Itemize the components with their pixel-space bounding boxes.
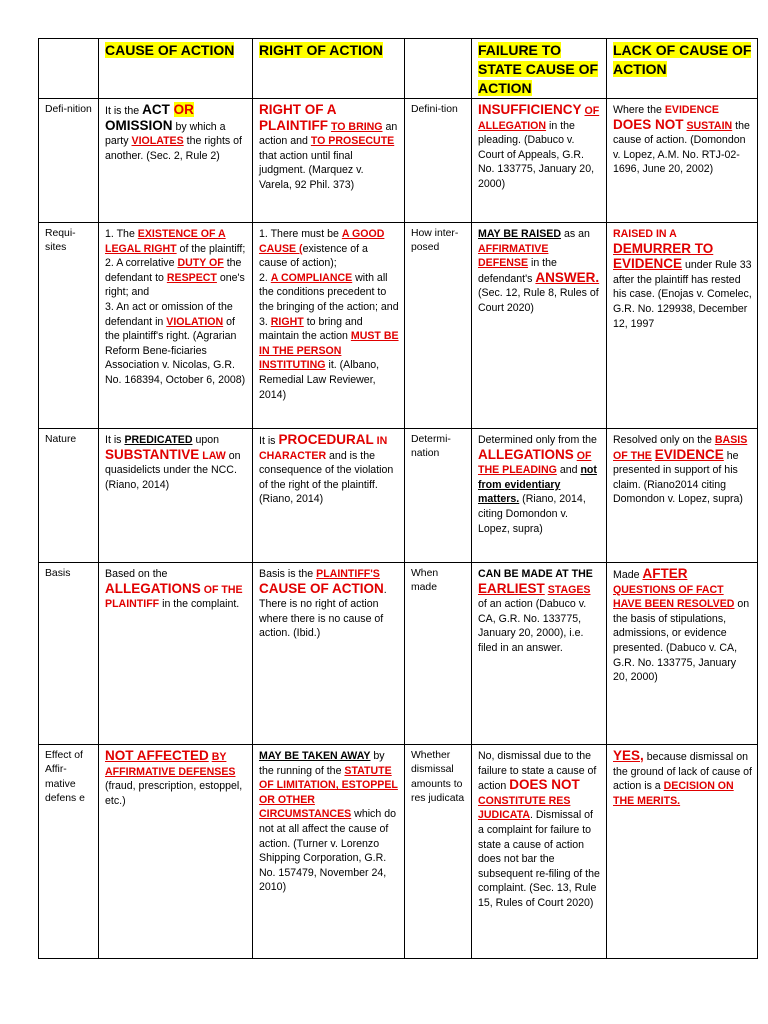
label-definition-right: Defini-tion	[405, 99, 472, 223]
cell-basis-failure: CAN BE MADE AT THE EARLIEST STAGES of an action (Dabuco v. CA, G.R. No. 133775, January 20, 2000), i.e. filed in an answer.	[472, 563, 607, 745]
row-nature	[39, 429, 758, 563]
cell-requisites-cause: 1. The EXISTENCE OF A LEGAL RIGHT of the plaintiff; 2. A correlative DUTY OF the defendant to RESPECT one's right; and 3. An act or omission of the defendant in VIOLATION of the plaintiff's right. (Agrarian Reform Bene-ficiaries Association v. Nicolas, G.R. No. 168394, October 6, 2008)	[99, 223, 253, 429]
corner-cell	[39, 39, 99, 99]
cell-nature-cause: It is PREDICATED upon SUBSTANTIVE LAW on quasidelicts under the NCC. (Riano, 2014)	[99, 429, 253, 563]
row-definition	[39, 99, 758, 223]
cell-nature-right: It is PROCEDURAL IN CHARACTER and is the consequence of the violation of the right of the plaintiff. (Riano, 2014)	[253, 429, 405, 563]
header-right-of-action: RIGHT OF ACTION	[253, 39, 405, 99]
row-basis	[39, 563, 758, 745]
header-row	[39, 39, 758, 99]
cell-basis-lack: Made AFTER QUESTIONS OF FACT HAVE BEEN RESOLVED on the basis of stipulations, admissions, or evidence presented. (Dabuco v. CA, G.R. No. 133775, January 20, 2000)	[607, 563, 758, 745]
label-res-judicata: Whether dismissal amounts to res judicata	[405, 745, 472, 959]
cell-basis-cause: Based on the ALLEGATIONS OF THE PLAINTIFF in the complaint.	[99, 563, 253, 745]
cell-basis-right: Basis is the PLAINTIFF'S CAUSE OF ACTION. There is no right of action where there is no cause of action. (Ibid.)	[253, 563, 405, 745]
cell-nature-lack: Resolved only on the BASIS OF THE EVIDENCE he presented in support of his claim. (Riano2014 citing Domondon v. Lopez, supra)	[607, 429, 758, 563]
label-effect: Effect of Affir-mative defens e	[39, 745, 99, 959]
label-when-made: When made	[405, 563, 472, 745]
comparison-table	[38, 38, 758, 959]
label-determination: Determi-nation	[405, 429, 472, 563]
label-basis: Basis	[39, 563, 99, 745]
cell-definition-lack: Where the EVIDENCE DOES NOT SUSTAIN the cause of action. (Domondon v. Lopez, A.M. No. RTJ-02-1696, June 20, 2002)	[607, 99, 758, 223]
cell-requisites-failure: MAY BE RAISED as an AFFIRMATIVE DEFENSE in the defendant's ANSWER. (Sec. 12, Rule 8, Rules of Court 2020)	[472, 223, 607, 429]
cell-definition-right: RIGHT OF A PLAINTIFF TO BRING an action and TO PROSECUTE that action until final judgment. (Marquez v. Varela, 92 Phil. 373)	[253, 99, 405, 223]
row-requisites	[39, 223, 758, 429]
blank-header-cell	[405, 39, 472, 99]
header-lack-of-cause: LACK OF CAUSE OF ACTION	[607, 39, 758, 99]
cell-requisites-right: 1. There must be A GOOD CAUSE (existence of a cause of action); 2. A COMPLIANCE with all the conditions precedent to the bringing of the action; and 3. RIGHT to bring and maintain the action MUST BE IN THE PERSON INSTITUTING it. (Albano, Remedial Law Reviewer, 2014)	[253, 223, 405, 429]
cell-definition-cause: It is the ACT OR OMISSION by which a party VIOLATES the rights of another. (Sec. 2, Rule 2)	[99, 99, 253, 223]
cell-effect-cause: NOT AFFECTED BY AFFIRMATIVE DEFENSES (fraud, prescription, estoppel, etc.)	[99, 745, 253, 959]
header-failure-to-state: FAILURE TO STATE CAUSE OF ACTION	[472, 39, 607, 99]
header-cause-of-action: CAUSE OF ACTION	[99, 39, 253, 99]
label-requisites: Requi-sites	[39, 223, 99, 429]
cell-effect-right: MAY BE TAKEN AWAY by the running of the STATUTE OF LIMITATION, ESTOPPEL OR OTHER CIRCUMSTANCES which do not at all affect the cause of action. (Turner v. Lorenzo Shipping Corporation, G.R. No. 157479, November 24, 2010)	[253, 745, 405, 959]
cell-requisites-lack: RAISED IN A DEMURRER TO EVIDENCE under Rule 33 after the plaintiff has rested his case. (Enojas v. Comelec, G.R. No. 129938, December 12, 1997	[607, 223, 758, 429]
cell-definition-failure: INSUFFICIENCY OF ALLEGATION in the pleading. (Dabuco v. Court of Appeals, G.R. No. 133775, January 20, 2000)	[472, 99, 607, 223]
cell-nature-failure: Determined only from the ALLEGATIONS OF THE PLEADING and not from evidentiary matters. (Riano, 2014, citing Domondon v. Lopez, supra)	[472, 429, 607, 563]
label-how-interposed: How inter-posed	[405, 223, 472, 429]
label-definition: Defi-nition	[39, 99, 99, 223]
cell-effect-failure: No, dismissal due to the failure to state a cause of action DOES NOT CONSTITUTE RES JUDICATA. Dismissal of a complaint for failure to state a cause of action does not bar the subsequent re-filing of the complaint. (Sec. 13, Rule 15, Rules of Court 2020)	[472, 745, 607, 959]
cell-effect-lack: YES, because dismissal on the ground of lack of cause of action is a DECISION ON THE MERITS.	[607, 745, 758, 959]
label-nature: Nature	[39, 429, 99, 563]
row-effect	[39, 745, 758, 959]
